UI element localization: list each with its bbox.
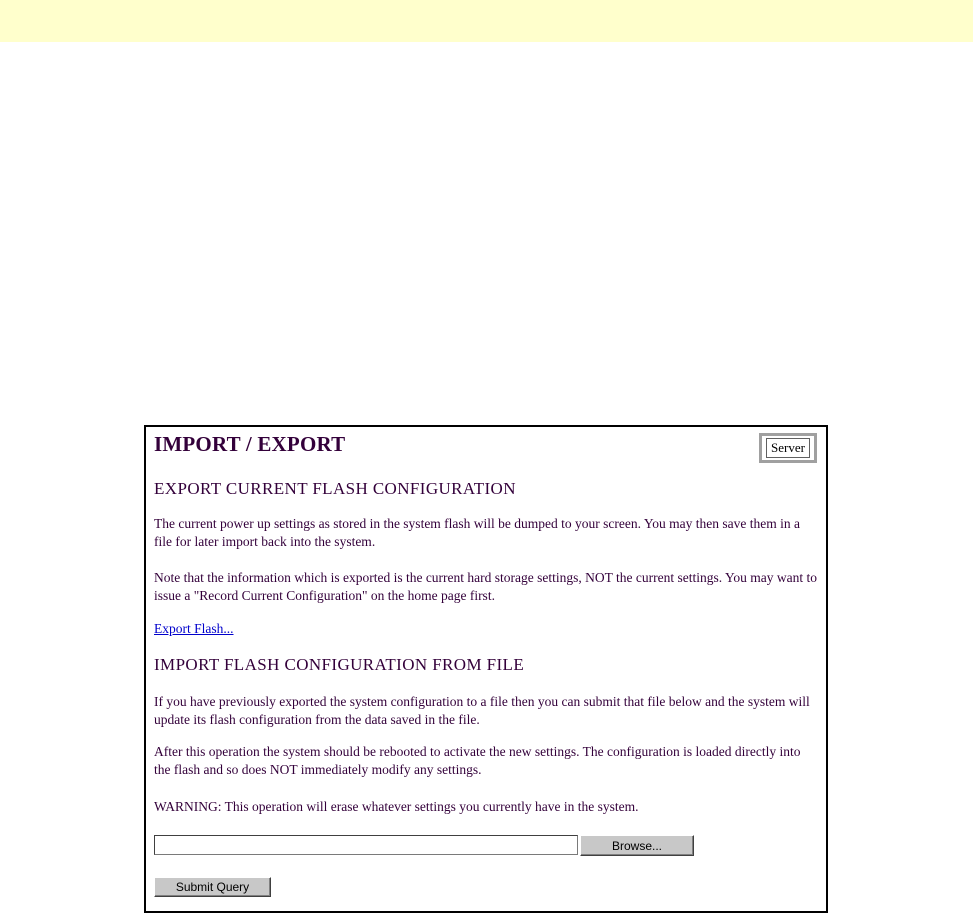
import-export-panel xyxy=(144,425,828,913)
import-description: If you have previously exported the system configuration to a file then you can submit that file below and the system will update its flash configuration from the data saved in the file. xyxy=(154,694,810,727)
import-warning: WARNING: This operation will erase whatever settings you currently have in the system. xyxy=(154,799,639,814)
submit-query-button[interactable]: Submit Query xyxy=(154,877,271,897)
browse-button[interactable]: Browse... xyxy=(580,835,694,856)
export-section-heading: EXPORT CURRENT FLASH CONFIGURATION xyxy=(154,479,516,498)
import-reboot-note: After this operation the system should be rebooted to activate the new settings. The configuration is loaded directly into the flash and so does NOT immediately modify any settings. xyxy=(154,744,801,777)
top-header-band xyxy=(0,0,973,42)
export-description: The current power up settings as stored in the system flash will be dumped to your screen. You may then save them in a file for later import back into the system. xyxy=(154,516,800,549)
export-note: Note that the information which is exported is the current hard storage settings, NOT the current settings. You may want to issue a "Record Current Configuration" on the home page first. xyxy=(154,570,817,603)
page-title: IMPORT / EXPORT xyxy=(154,432,346,456)
export-flash-link[interactable]: Export Flash... xyxy=(154,621,234,636)
file-path-input[interactable] xyxy=(154,835,578,855)
server-button-label: Server xyxy=(766,438,810,458)
import-section-heading: IMPORT FLASH CONFIGURATION FROM FILE xyxy=(154,655,525,674)
server-button[interactable] xyxy=(759,433,817,463)
